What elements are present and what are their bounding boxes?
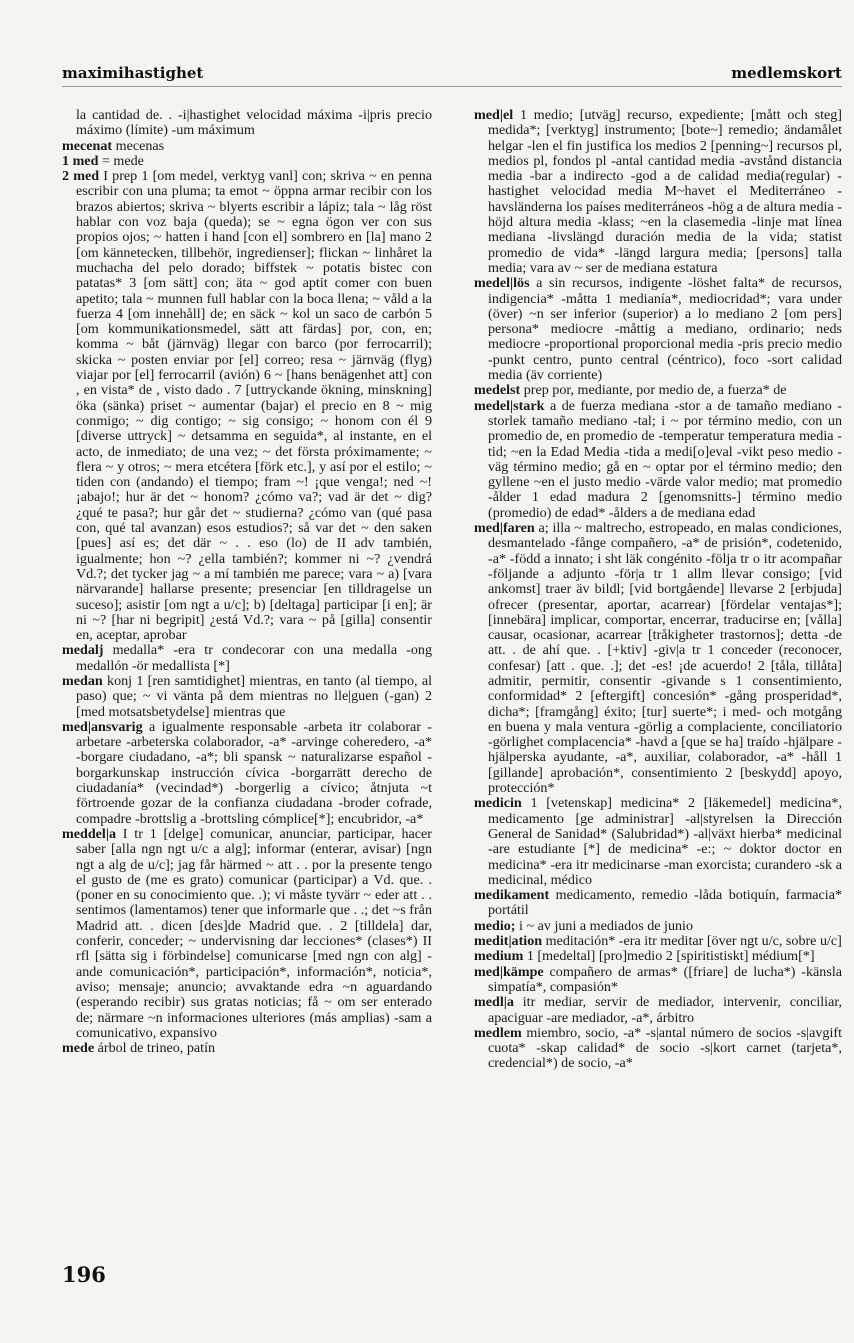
entry-definition: compañero de armas* ([friare] de lucha*) -känsla simpatía*, compasión*	[488, 963, 842, 995]
dictionary-entry	[474, 888, 842, 919]
running-head-left: maximihastighet	[62, 64, 204, 82]
dictionary-entry	[474, 108, 842, 276]
entry-definition: miembro, socio, -a* -s|antal número de socios -s|avgift cuota* -skap calidad* de socio -s|kort carnet (tarjeta*, credencial*) de socio, -a*	[488, 1024, 842, 1072]
entry-definition: medicamento, remedio -låda botiquín, farmacia* portátil	[488, 887, 842, 919]
dictionary-entry	[474, 521, 842, 796]
entry-headword: medl|a	[474, 994, 514, 1011]
dictionary-entry	[474, 796, 842, 888]
entry-definition: a sin recursos, indigente -löshet falta* de recursos, indigencia* -måtta 1 medianía*, mediocridad*; vara under (över) ~n ser inferior (superior) a lo mediano 2 [om pers] persona* mediocre -måttig a mediano, ordinario; neds mediocre -proportional proporcional media -pris precio medio -punkt centro, punto central (céntrico), foco -sort calidad media (äv corriente)	[488, 275, 842, 384]
entry-definition: 1 medio; [utväg] recurso, expediente; [mått och steg] medida*; [verktyg] instrumento; [bote~] remedio; ändamålet helgar -len el fin justifica los medios 2 [penning~] recursos pl, medios pl, fondos pl -antal cantidad media -avstånd distancia media -bar a indirecto -god a de calidad media(regular) -hastighet velocidad media M~havet el Mediterráneo -havsländerna los países mediterráneos -hög a de altura media -höjd altura media -klass; ~en la clasemedia -linje mat línea mediana -livslängd duración media de la vida; statist promedio de vida* -längd largura media; [persons] talla media; vara av ~ ser de mediana estatura	[488, 108, 842, 276]
entry-definition: medalla* -era tr condecorar con una medalla -ong medallón -ör medallista [*]	[76, 642, 432, 674]
entry-headword: medikament	[474, 887, 550, 904]
entry-headword: med|faren	[474, 520, 535, 537]
entry-headword: med|kämpe	[474, 963, 544, 980]
entry-definition: prep por, mediante, por medio de, a fuerza* de	[523, 382, 787, 399]
dictionary-entry	[62, 643, 432, 674]
entry-headword: medio;	[474, 917, 516, 934]
left-column	[62, 108, 432, 1268]
entry-headword: medel|lös	[474, 275, 530, 292]
entry-headword: 2 med	[62, 168, 100, 185]
entry-headword: meddel|a	[62, 825, 116, 842]
entry-headword: medalj	[62, 642, 104, 659]
entry-definition: I prep 1 [om medel, verktyg vanl] con; skriva ~ en penna escribir con una pluma; ta emot ~ öppna armar recibir con los brazos abiertos; skriva ~ blyerts escribir a lápiz; tala ~ låg röst hablar con voz baja (queda); se ~ egna ögon ver con sus propios ojos; ~ hatten i hand [con el] sombrero en [la] mano 2 [om kännetecken, tillbehör, ingredienser]; flickan ~ linhåret la muchacha del pelo dorado; biffstek ~ potatis bistec con patatas* 3 [om sätt] con; äta ~ god aptit comer con buen apetito; tala ~ munnen full hablar con la boca llena; ~ våld a la fuerza 4 [om innehåll] de; en säck ~ kol un saco de carbón 5 [om kommunikationsmedel, sätt att färdas] por, con, en; komma ~ båt (järnväg) llegar con barco (por ferrocarril); skicka ~ posten enviar por [el] correo; resa ~ järnväg (flyg) viajar por [el] ferrocarril (avión) 6 ~ [hans benägenhet att] con , en vista* de , visto dado . 7 [uttryckande ökning, minskning] öka (sänka) priset ~ aumentar (bajar) el precio en 8 ~ mig conmigo; ~ dig contigo; ~ sig consigo; ~ honom con él 9 [diverse uttryck] ~ detsamma en seguida*, al instante, en el acto, de inmediato; de una vez; ~ det första próximamente; ~ flera ~ y otros; ~ mera etcétera [förk etc.], y así por el estilo; ~ tiden con (andando) el tiempo; fram ~! ¡que venga!; ned ~! ¡abajo!; hur är det ~ honom? ¿cómo va?; vad är det ~ dig? ¿qué te pasa?; hur går det ~ studierna? ¿cómo van (qué pasa con, qué tal avanzan) esos estudios?; så var det ~ den saken [pues] así es; det där ~ . . eso (lo) de II adv también, igualmente; hon ~? ¿ella también?; kommer ni ~? ¿vendrá Vd.?; det tycker jag ~ a mí también me parece; vara ~ a) [vara närvarande] hallarse presente; presenciar [en tilldragelse un suceso]; asistir [om ngt a u/c]; b) [deltaga] participar [i en]; är ni ~? [har ni begripit] ¿está Vd.?; vara ~ på [gilla] consentir en, aceptar, aprobar	[76, 168, 432, 644]
dictionary-entry	[62, 169, 432, 643]
dictionary-entry	[62, 1041, 432, 1056]
entry-definition: meditación* -era itr meditar [över ngt u/c, sobre u/c]	[545, 933, 842, 950]
entry-definition: itr mediar, servir de mediador, intervenir, conciliar, apaciguar -are mediador, -a*, árbitro	[488, 994, 842, 1026]
header-rule	[62, 86, 842, 87]
dictionary-entry	[474, 919, 842, 934]
entry-definition: 1 [medeltal] [pro]medio 2 [spiritistiskt] médium[*]	[526, 948, 815, 965]
dictionary-entry	[62, 720, 432, 827]
entry-headword: medel|stark	[474, 397, 545, 414]
dictionary-entry	[474, 399, 842, 521]
dictionary-entry	[474, 949, 842, 964]
entry-definition: a igualmente responsable -arbeta itr colaborar -arbetare -arbeterska colaborador, -a* -arvinge coheredero, -a* -borgare ciudadano, -a*; bli spansk ~ naturalizarse español -borgarkunskap instrucción cívica -borgarrätt derecho de ciudadanía* (vecindad*) -borgerlig a cívico; åtnjuta ~t förtroende gozar de la confianza ciudadana -broder cofrade, compadre -brottslig a -brottsling cómplice[*]; encubridor, -a*	[76, 718, 432, 827]
entry-definition: = mede	[101, 152, 144, 169]
dictionary-entry	[62, 674, 432, 720]
dictionary-entry	[474, 995, 842, 1026]
dictionary-entry	[62, 827, 432, 1041]
entry-headword: mecenat	[62, 137, 113, 154]
entry-headword: medit|ation	[474, 933, 543, 950]
dictionary-entry	[62, 154, 432, 169]
dictionary-entry	[474, 1026, 842, 1072]
entry-definition: konj 1 [ren samtidighet] mientras, en tanto (al tiempo, al paso) que; ~ vi vänta på dem mientras no lle|guen (-gan) 2 [med motsatsbetydelse] mientras que	[76, 672, 432, 720]
entry-definition: la cantidad de. . -i|hastighet velocidad máxima -i|pris precio máximo (límite) -um máximum	[76, 108, 432, 139]
dictionary-entry	[474, 276, 842, 383]
running-head-right: medlemskort	[731, 64, 842, 82]
entry-definition: mecenas	[115, 137, 165, 154]
dictionary-entry	[474, 383, 842, 398]
entry-definition: a de fuerza mediana -stor a de tamaño mediano -storlek tamaño mediano -tal; i ~ por término medio, con un promedio de, en promedio de -temperatur temperatura media -tid; ~en la Edad Media -tida a medi[o]eval -vikt peso medio -väg término medio; gå en ~ optar por el término medio; den gyllene ~en el justo medio -värde valor medio; mat promedio -ålder 1 edad madura 2 [genomsnitts-] término medio (promedio) de edad* -ålders a de mediana edad	[488, 397, 842, 521]
entry-headword: med|ansvarig	[62, 718, 143, 735]
entry-definition: I tr 1 [delge] comunicar, anunciar, participar, hacer saber [alla ngn ngt u/c a alg]; informar (enterar, avisar) [ngn ngt a alg de u/c]; jag får härmed ~ att . . por la presente tengo el gusto de (me es grato) comunicar (participar) a Vd. que. . (poner en su conocimiento que. .); vi måste tyvärr ~ eder att . . sentimos (lamentamos) tener que informarle que . .; det ~s från Madrid att. . dicen [des]de Madrid que. . 2 [tilldela] dar, conferir, conceder; ~ undervisning dar lecciones* (clases*) II rfl [sätta sig i förbindelse] comunicarse [med ngn con alg] -ande comunicación*, participación*, información*, noticia*, aviso; mensaje; anuncio; avvaktande edra ~n aguardando (esperando recibir) sus gratas noticias; få ~ om ser enterado de; närmare ~n informaciones ulteriores (más amplias) -sam a comunicativo, expansivo	[76, 825, 432, 1041]
entry-headword: medicin	[474, 795, 522, 812]
right-column	[474, 108, 842, 1268]
dictionary-entry	[474, 965, 842, 996]
entry-definition: árbol de trineo, patín	[97, 1040, 216, 1057]
entry-headword: medan	[62, 672, 103, 689]
entry-headword: med|el	[474, 108, 514, 123]
dictionary-entry	[474, 934, 842, 949]
entry-headword: 1 med	[62, 152, 99, 169]
entry-definition: 1 [vetenskap] medicina* 2 [läkemedel] medicina*, medicamento [ge administrar] -al|styrelsen la Dirección General de Sanidad* (Salubridad*) -al|växt hierba* medicinal -are estudiante [*] de medicina* -e:; ~ doktor doctor en medicina* -era itr medicinarse -man exorcista; curandero -sk a medicinal, médico	[488, 795, 842, 888]
entry-headword: medlem	[474, 1024, 522, 1041]
entry-headword: medelst	[474, 382, 521, 399]
dictionary-entry	[62, 139, 432, 154]
entry-definition: i ~ av juni a mediados de junio	[519, 917, 694, 934]
dictionary-entry	[62, 108, 432, 139]
page-number: 196	[62, 1262, 106, 1287]
entry-headword: medium	[474, 948, 524, 965]
entry-definition: a; illa ~ maltrecho, estropeado, en malas condiciones, desmantelado -fånge compañero, -a* de prisión*, codetenido, -a* -född a innato; i sht läk congénito -följa tr o itr acompañar -följande a adjunto -för|a tr 1 allm llevar consigo; [vid ankomst] traer äv bildl; [vid bortgående] llevarse 2 [erbjuda] ofrecer (presentar, aportar, acarrear) [fördelar ventajas*]; [innebära] implicar, comportar, encerrar, traducirse en; [vålla] causar, ocasionar, acarrear [tråkigheter trastornos]; detta -de att. . de ahí que. . [+ktiv] -giv|a tr 1 conceder (reconocer, confesar) [att . que. .]; det -es! ¡de acuerdo! 2 [tåla, tillåta] admitir, permitir, consentir -givande s 1 consentimiento, conformidad* 2 [eftergift] concesión* -gång prosperidad*, dicha*; [framgång] éxito; [tur] suerte*; i med- och motgång en buena y mala ventura -görlig a complaciente, conciliatorio -görlighet complacencia* -havd a [que se ha] traído -hjälpare -hjälperska ayudante, -a*, auxiliar, colaborador, -a* -håll 1 [gillande] aprobación*, consentimiento 2 [beskydd] apoyo, protección*	[488, 520, 842, 797]
entry-headword: mede	[62, 1040, 95, 1057]
